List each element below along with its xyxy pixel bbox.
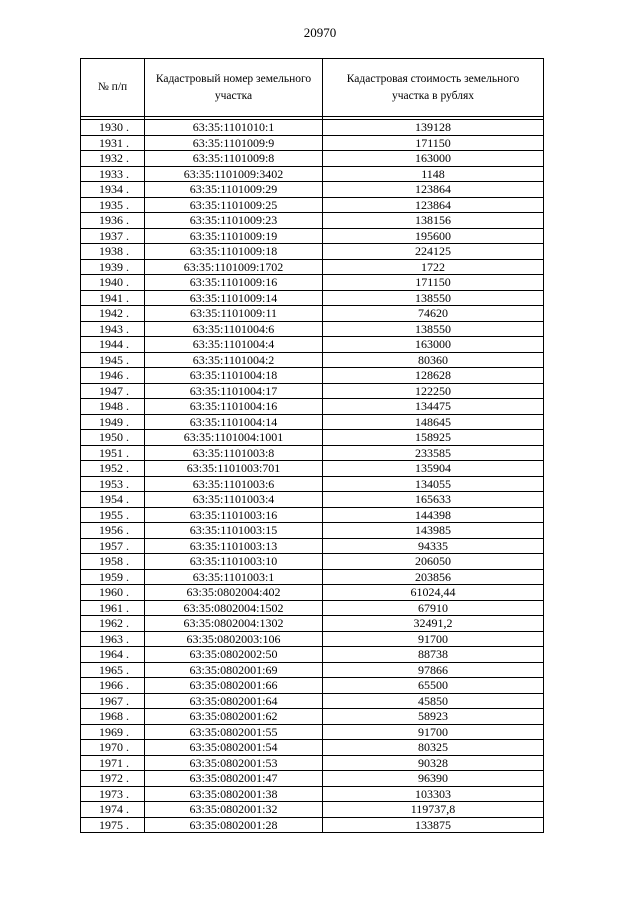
table-row <box>81 616 544 632</box>
row-number-cell: 1931 . <box>81 135 145 151</box>
row-number-cell: 1960 . <box>81 585 145 601</box>
cadastral-value-cell: 158925 <box>323 430 544 446</box>
cadastral-value-table <box>80 58 544 833</box>
row-number-cell: 1968 . <box>81 709 145 725</box>
cadastral-value-cell: 143985 <box>323 523 544 539</box>
cadastral-value-cell: 139128 <box>323 120 544 136</box>
table-row <box>81 383 544 399</box>
cadastral-value-cell: 195600 <box>323 228 544 244</box>
cadastral-value-cell: 94335 <box>323 538 544 554</box>
cadastral-number-cell: 63:35:1101009:23 <box>145 213 323 229</box>
cadastral-number-cell: 63:35:1101009:19 <box>145 228 323 244</box>
cadastral-number-cell: 63:35:0802003:106 <box>145 631 323 647</box>
cadastral-value-cell: 138550 <box>323 290 544 306</box>
cadastral-number-cell: 63:35:1101009:18 <box>145 244 323 260</box>
table-row <box>81 678 544 694</box>
row-number-cell: 1938 . <box>81 244 145 260</box>
cadastral-number-cell: 63:35:1101003:16 <box>145 507 323 523</box>
cadastral-value-cell: 123864 <box>323 197 544 213</box>
row-number-cell: 1939 . <box>81 259 145 275</box>
cadastral-number-cell: 63:35:0802001:28 <box>145 817 323 833</box>
row-number-cell: 1956 . <box>81 523 145 539</box>
cadastral-value-cell: 45850 <box>323 693 544 709</box>
cadastral-number-cell: 63:35:0802001:53 <box>145 755 323 771</box>
cadastral-value-cell: 148645 <box>323 414 544 430</box>
table-row <box>81 228 544 244</box>
header-row-number: № п/п <box>81 59 145 117</box>
row-number-cell: 1941 . <box>81 290 145 306</box>
table-row <box>81 306 544 322</box>
row-number-cell: 1946 . <box>81 368 145 384</box>
table-row <box>81 290 544 306</box>
cadastral-number-cell: 63:35:0802001:47 <box>145 771 323 787</box>
table-row <box>81 600 544 616</box>
cadastral-value-cell: 133875 <box>323 817 544 833</box>
table-row <box>81 352 544 368</box>
cadastral-value-cell: 122250 <box>323 383 544 399</box>
cadastral-number-cell: 63:35:0802002:50 <box>145 647 323 663</box>
table-row <box>81 647 544 663</box>
row-number-cell: 1975 . <box>81 817 145 833</box>
row-number-cell: 1943 . <box>81 321 145 337</box>
cadastral-number-cell: 63:35:1101003:15 <box>145 523 323 539</box>
cadastral-number-cell: 63:35:1101009:16 <box>145 275 323 291</box>
row-number-cell: 1942 . <box>81 306 145 322</box>
table-row <box>81 662 544 678</box>
table-row <box>81 740 544 756</box>
cadastral-value-cell: 163000 <box>323 151 544 167</box>
row-number-cell: 1940 . <box>81 275 145 291</box>
cadastral-number-cell: 63:35:1101004:1001 <box>145 430 323 446</box>
row-number-cell: 1962 . <box>81 616 145 632</box>
row-number-cell: 1932 . <box>81 151 145 167</box>
cadastral-number-cell: 63:35:1101004:6 <box>145 321 323 337</box>
row-number-cell: 1947 . <box>81 383 145 399</box>
row-number-cell: 1953 . <box>81 476 145 492</box>
table-row <box>81 182 544 198</box>
table-row <box>81 693 544 709</box>
cadastral-number-cell: 63:35:0802001:38 <box>145 786 323 802</box>
table-row <box>81 631 544 647</box>
cadastral-value-cell: 171150 <box>323 275 544 291</box>
table-row <box>81 368 544 384</box>
cadastral-number-cell: 63:35:0802004:1302 <box>145 616 323 632</box>
cadastral-value-cell: 32491,2 <box>323 616 544 632</box>
header-cadastral-value: Кадастровая стоимость земельного участка в рублях <box>323 59 544 117</box>
cadastral-number-cell: 63:35:1101003:13 <box>145 538 323 554</box>
table-row <box>81 414 544 430</box>
table-row <box>81 244 544 260</box>
row-number-cell: 1949 . <box>81 414 145 430</box>
row-number-cell: 1973 . <box>81 786 145 802</box>
row-number-cell: 1948 . <box>81 399 145 415</box>
cadastral-value-cell: 97866 <box>323 662 544 678</box>
cadastral-value-cell: 163000 <box>323 337 544 353</box>
cadastral-number-cell: 63:35:1101004:17 <box>145 383 323 399</box>
table-row <box>81 569 544 585</box>
table-row <box>81 755 544 771</box>
table-body <box>81 117 544 833</box>
table-row <box>81 337 544 353</box>
row-number-cell: 1958 . <box>81 554 145 570</box>
table-row <box>81 492 544 508</box>
row-number-cell: 1967 . <box>81 693 145 709</box>
row-number-cell: 1935 . <box>81 197 145 213</box>
table-row <box>81 802 544 818</box>
table-row <box>81 259 544 275</box>
cadastral-value-cell: 206050 <box>323 554 544 570</box>
cadastral-number-cell: 63:35:0802001:66 <box>145 678 323 694</box>
table-row <box>81 197 544 213</box>
table-row <box>81 724 544 740</box>
table-row <box>81 213 544 229</box>
table-row <box>81 151 544 167</box>
row-number-cell: 1974 . <box>81 802 145 818</box>
cadastral-value-cell: 74620 <box>323 306 544 322</box>
cadastral-number-cell: 63:35:1101009:14 <box>145 290 323 306</box>
table-row <box>81 399 544 415</box>
cadastral-value-cell: 128628 <box>323 368 544 384</box>
row-number-cell: 1955 . <box>81 507 145 523</box>
table-row <box>81 817 544 833</box>
table-row <box>81 321 544 337</box>
cadastral-number-cell: 63:35:0802004:1502 <box>145 600 323 616</box>
cadastral-number-cell: 63:35:1101009:8 <box>145 151 323 167</box>
row-number-cell: 1954 . <box>81 492 145 508</box>
cadastral-value-cell: 203856 <box>323 569 544 585</box>
row-number-cell: 1933 . <box>81 166 145 182</box>
table-row <box>81 507 544 523</box>
cadastral-number-cell: 63:35:0802001:62 <box>145 709 323 725</box>
row-number-cell: 1936 . <box>81 213 145 229</box>
cadastral-value-cell: 65500 <box>323 678 544 694</box>
page-number: 20970 <box>303 25 337 40</box>
cadastral-number-cell: 63:35:1101009:25 <box>145 197 323 213</box>
table-row <box>81 430 544 446</box>
cadastral-value-cell: 138156 <box>323 213 544 229</box>
table-row <box>81 445 544 461</box>
row-number-cell: 1959 . <box>81 569 145 585</box>
row-number-cell: 1957 . <box>81 538 145 554</box>
cadastral-number-cell: 63:35:0802001:64 <box>145 693 323 709</box>
table-row <box>81 554 544 570</box>
table-row <box>81 585 544 601</box>
row-number-cell: 1944 . <box>81 337 145 353</box>
table-row <box>81 166 544 182</box>
cadastral-value-cell: 171150 <box>323 135 544 151</box>
cadastral-number-cell: 63:35:1101003:1 <box>145 569 323 585</box>
cadastral-number-cell: 63:35:1101010:1 <box>145 120 323 136</box>
table-row <box>81 523 544 539</box>
table-row <box>81 771 544 787</box>
cadastral-value-cell: 1722 <box>323 259 544 275</box>
cadastral-number-cell: 63:35:0802001:55 <box>145 724 323 740</box>
table-header-row <box>81 59 544 117</box>
cadastral-number-cell: 63:35:1101004:18 <box>145 368 323 384</box>
cadastral-value-cell: 1148 <box>323 166 544 182</box>
row-number-cell: 1965 . <box>81 662 145 678</box>
cadastral-number-cell: 63:35:1101003:8 <box>145 445 323 461</box>
cadastral-value-cell: 90328 <box>323 755 544 771</box>
row-number-cell: 1972 . <box>81 771 145 787</box>
row-number-cell: 1951 . <box>81 445 145 461</box>
cadastral-number-cell: 63:35:0802001:69 <box>145 662 323 678</box>
table-row <box>81 461 544 477</box>
cadastral-value-cell: 67910 <box>323 600 544 616</box>
table-row <box>81 120 544 136</box>
table-row <box>81 135 544 151</box>
cadastral-value-cell: 134475 <box>323 399 544 415</box>
cadastral-value-cell: 91700 <box>323 724 544 740</box>
row-number-cell: 1966 . <box>81 678 145 694</box>
cadastral-value-cell: 61024,44 <box>323 585 544 601</box>
cadastral-number-cell: 63:35:1101004:16 <box>145 399 323 415</box>
cadastral-number-cell: 63:35:1101009:29 <box>145 182 323 198</box>
row-number-cell: 1971 . <box>81 755 145 771</box>
cadastral-value-cell: 80325 <box>323 740 544 756</box>
cadastral-number-cell: 63:35:1101009:11 <box>145 306 323 322</box>
cadastral-value-cell: 134055 <box>323 476 544 492</box>
cadastral-value-cell: 88738 <box>323 647 544 663</box>
row-number-cell: 1950 . <box>81 430 145 446</box>
cadastral-number-cell: 63:35:1101004:14 <box>145 414 323 430</box>
cadastral-number-cell: 63:35:0802004:402 <box>145 585 323 601</box>
cadastral-number-cell: 63:35:1101003:10 <box>145 554 323 570</box>
cadastral-value-cell: 144398 <box>323 507 544 523</box>
cadastral-number-cell: 63:35:1101009:1702 <box>145 259 323 275</box>
cadastral-value-cell: 58923 <box>323 709 544 725</box>
cadastral-value-cell: 138550 <box>323 321 544 337</box>
row-number-cell: 1964 . <box>81 647 145 663</box>
table-row <box>81 786 544 802</box>
row-number-cell: 1934 . <box>81 182 145 198</box>
header-cadastral-number: Кадастровый номер земельного участка <box>145 59 323 117</box>
row-number-cell: 1970 . <box>81 740 145 756</box>
cadastral-number-cell: 63:35:1101004:2 <box>145 352 323 368</box>
row-number-cell: 1963 . <box>81 631 145 647</box>
cadastral-number-cell: 63:35:1101009:3402 <box>145 166 323 182</box>
cadastral-value-cell: 103303 <box>323 786 544 802</box>
cadastral-value-cell: 119737,8 <box>323 802 544 818</box>
table-row <box>81 709 544 725</box>
cadastral-value-cell: 80360 <box>323 352 544 368</box>
row-number-cell: 1969 . <box>81 724 145 740</box>
cadastral-number-cell: 63:35:1101003:6 <box>145 476 323 492</box>
cadastral-value-cell: 224125 <box>323 244 544 260</box>
row-number-cell: 1930 . <box>81 120 145 136</box>
cadastral-number-cell: 63:35:0802001:32 <box>145 802 323 818</box>
table-row <box>81 476 544 492</box>
cadastral-value-cell: 233585 <box>323 445 544 461</box>
cadastral-value-cell: 91700 <box>323 631 544 647</box>
cadastral-value-cell: 123864 <box>323 182 544 198</box>
cadastral-number-cell: 63:35:1101003:701 <box>145 461 323 477</box>
cadastral-value-cell: 135904 <box>323 461 544 477</box>
cadastral-number-cell: 63:35:0802001:54 <box>145 740 323 756</box>
cadastral-number-cell: 63:35:1101009:9 <box>145 135 323 151</box>
row-number-cell: 1952 . <box>81 461 145 477</box>
cadastral-number-cell: 63:35:1101004:4 <box>145 337 323 353</box>
row-number-cell: 1937 . <box>81 228 145 244</box>
table-row <box>81 538 544 554</box>
row-number-cell: 1961 . <box>81 600 145 616</box>
cadastral-value-cell: 96390 <box>323 771 544 787</box>
cadastral-number-cell: 63:35:1101003:4 <box>145 492 323 508</box>
cadastral-value-cell: 165633 <box>323 492 544 508</box>
row-number-cell: 1945 . <box>81 352 145 368</box>
table-row <box>81 275 544 291</box>
